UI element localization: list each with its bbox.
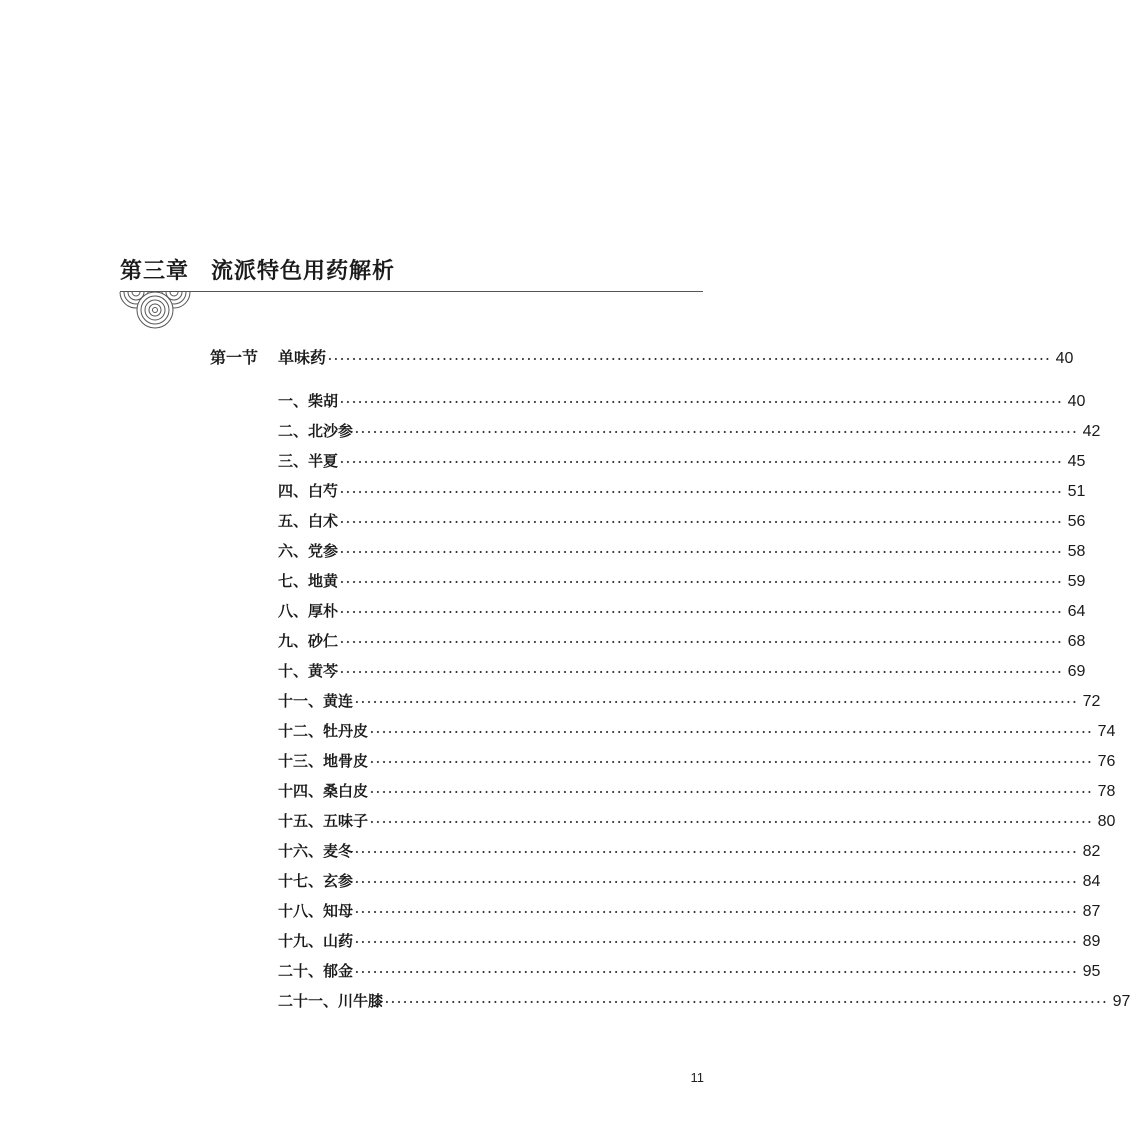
entry-page: 51 <box>1067 483 1086 500</box>
entry-page: 72 <box>1082 693 1101 710</box>
dot-leader: ························································································································ <box>370 726 1094 739</box>
dot-leader: ························································································································ <box>355 696 1079 709</box>
entry-page: 42 <box>1082 423 1101 440</box>
dot-leader: ························································································································ <box>370 756 1094 769</box>
entry-page: 82 <box>1082 843 1101 860</box>
wave-ornament-icon <box>118 291 192 331</box>
entry-label: 十一、黄连 <box>278 692 354 710</box>
toc-entry-row[interactable] <box>278 540 1086 561</box>
entry-page: 59 <box>1067 573 1086 590</box>
chapter-divider <box>120 291 703 292</box>
dot-leader: ························································································································ <box>340 576 1064 589</box>
entry-page: 64 <box>1067 603 1086 620</box>
entry-page: 76 <box>1097 753 1116 770</box>
entry-label: 七、地黄 <box>278 572 339 590</box>
toc-entry-row[interactable] <box>278 870 1101 891</box>
entry-page: 84 <box>1082 873 1101 890</box>
entry-page: 56 <box>1067 513 1086 530</box>
dot-leader: ························································································································ <box>355 906 1079 919</box>
entry-label: 十九、山药 <box>278 932 354 950</box>
entry-label: 十三、地骨皮 <box>278 752 369 770</box>
dot-leader: ························································································································ <box>328 353 1052 366</box>
dot-leader: ························································································································ <box>340 606 1064 619</box>
entry-page: 80 <box>1097 813 1116 830</box>
chapter-title <box>120 254 395 285</box>
toc-entry-row[interactable] <box>278 960 1101 981</box>
dot-leader: ························································································································ <box>340 516 1064 529</box>
dot-leader: ························································································································ <box>340 546 1064 559</box>
toc-entry-row[interactable] <box>278 990 1130 1011</box>
toc-entry-row[interactable] <box>278 840 1101 861</box>
entry-label: 十五、五味子 <box>278 812 369 830</box>
dot-leader: ························································································································ <box>340 396 1064 409</box>
toc-entry-row[interactable] <box>278 720 1116 741</box>
entry-label: 八、厚朴 <box>278 602 339 620</box>
entry-label: 十四、桑白皮 <box>278 782 369 800</box>
entry-label: 二十一、川牛膝 <box>278 992 384 1010</box>
section-page: 40 <box>1055 350 1074 367</box>
entry-page: 74 <box>1097 723 1116 740</box>
entry-page: 95 <box>1082 963 1101 980</box>
section-number: 第一节 <box>210 348 259 367</box>
dot-leader: ························································································································ <box>340 486 1064 499</box>
toc-entry-row[interactable] <box>278 480 1086 501</box>
toc-entry-row[interactable] <box>278 810 1116 831</box>
entry-label: 四、白芍 <box>278 482 339 500</box>
page-number: 11 <box>690 1070 704 1085</box>
entry-page: 69 <box>1067 663 1086 680</box>
toc-entry-row[interactable] <box>278 780 1116 801</box>
entry-page: 87 <box>1082 903 1101 920</box>
toc-entry-row[interactable] <box>278 930 1101 951</box>
dot-leader: ························································································································ <box>355 966 1079 979</box>
dot-leader: ························································································································ <box>370 816 1094 829</box>
dot-leader: ························································································································ <box>355 936 1079 949</box>
toc-entry-row[interactable] <box>278 750 1116 771</box>
toc-entry-row[interactable] <box>278 690 1101 711</box>
toc-entry-row[interactable] <box>278 420 1101 441</box>
dot-leader: ························································································································ <box>385 996 1109 1009</box>
dot-leader: ························································································································ <box>340 636 1064 649</box>
section-label <box>210 345 326 368</box>
entry-page: 40 <box>1067 393 1086 410</box>
section-title: 单味药 <box>278 348 327 367</box>
dot-leader: ························································································································ <box>340 456 1064 469</box>
entry-label: 九、砂仁 <box>278 632 339 650</box>
entry-label: 二、北沙参 <box>278 422 354 440</box>
dot-leader: ························································································································ <box>355 876 1079 889</box>
entry-page: 58 <box>1067 543 1086 560</box>
entry-label: 六、党参 <box>278 542 339 560</box>
entry-page: 68 <box>1067 633 1086 650</box>
entry-label: 十、黄芩 <box>278 662 339 680</box>
entry-label: 十八、知母 <box>278 902 354 920</box>
entry-page: 45 <box>1067 453 1086 470</box>
toc-entry-row[interactable] <box>278 630 1086 651</box>
entry-label: 五、白术 <box>278 512 339 530</box>
entry-label: 十六、麦冬 <box>278 842 354 860</box>
toc-entry-row[interactable] <box>278 570 1086 591</box>
entry-page: 78 <box>1097 783 1116 800</box>
entry-label: 三、半夏 <box>278 452 339 470</box>
entry-label: 一、柴胡 <box>278 392 339 410</box>
toc-entry-row[interactable] <box>278 900 1101 921</box>
dot-leader: ························································································································ <box>355 426 1079 439</box>
toc-entry-row[interactable] <box>278 600 1086 621</box>
entry-label: 二十、郁金 <box>278 962 354 980</box>
chapter-number: 第三章 <box>120 258 190 284</box>
toc-entry-row[interactable] <box>278 510 1086 531</box>
dot-leader: ························································································································ <box>355 846 1079 859</box>
chapter-name: 流派特色用药解析 <box>211 258 396 284</box>
dot-leader: ························································································································ <box>370 786 1094 799</box>
entry-label: 十二、牡丹皮 <box>278 722 369 740</box>
dot-leader: ························································································································ <box>340 666 1064 679</box>
entry-page: 89 <box>1082 933 1101 950</box>
entry-page: 97 <box>1112 993 1130 1010</box>
toc-entry-row[interactable] <box>278 390 1086 411</box>
toc-section-row[interactable] <box>210 345 1074 368</box>
toc-entry-row[interactable] <box>278 660 1086 681</box>
entry-label: 十七、玄参 <box>278 872 354 890</box>
toc-entry-row[interactable] <box>278 450 1086 471</box>
